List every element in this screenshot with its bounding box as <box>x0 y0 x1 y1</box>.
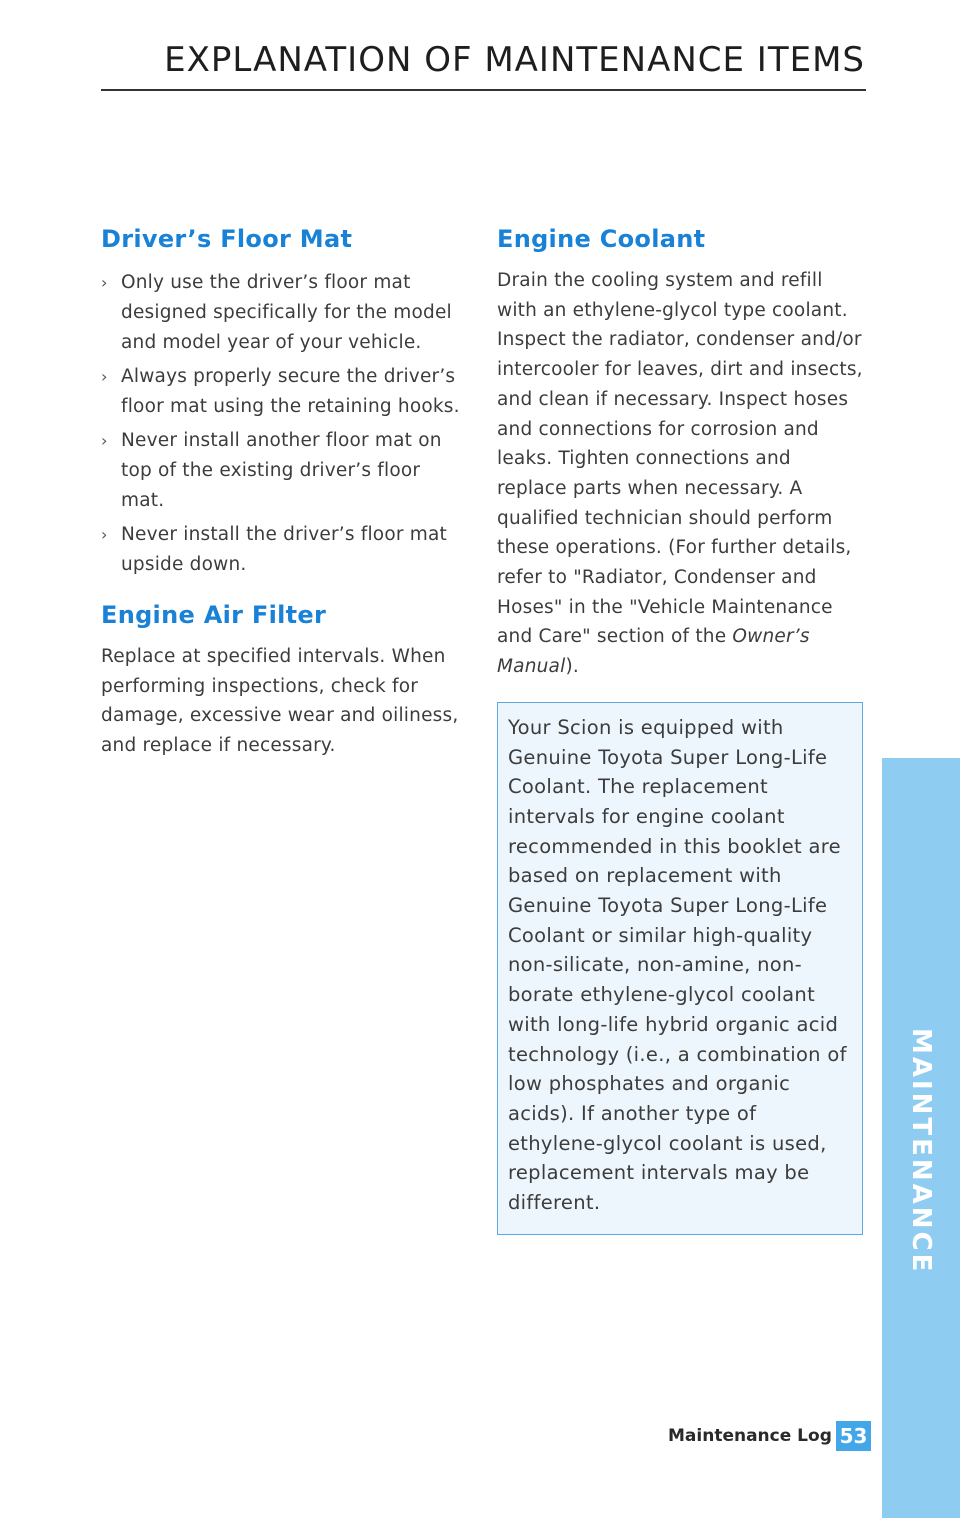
list-item-text: Only use the driver’s floor mat designed specifically for the model and model year of your vehicle. <box>121 272 452 353</box>
floor-mat-heading: Driver’s Floor Mat <box>101 225 353 253</box>
floor-mat-list <box>101 268 469 580</box>
coolant-body <box>497 266 865 682</box>
coolant-section <box>497 222 865 1235</box>
chevron-right-icon: › <box>101 431 108 450</box>
page-title: EXPLANATION OF MAINTENANCE ITEMS <box>164 40 865 80</box>
air-filter-heading: Engine Air Filter <box>101 601 327 629</box>
manual-title: Owner’s Manual <box>497 626 810 678</box>
list-item <box>101 520 469 580</box>
air-filter-body: Replace at specified intervals. When performing inspections, check for damage, excessive wear and oiliness, and replace if necessary. <box>101 646 459 757</box>
left-column <box>101 222 469 761</box>
section-tab <box>882 758 960 1518</box>
list-item <box>101 362 469 422</box>
coolant-body-end: ). <box>565 656 579 678</box>
list-item-text: Never install the driver’s floor mat upside down. <box>121 524 447 575</box>
air-filter-section <box>101 598 469 761</box>
page-number: 53 <box>836 1421 871 1451</box>
list-item <box>101 268 469 358</box>
coolant-heading: Engine Coolant <box>497 225 706 253</box>
coolant-note-box: Your Scion is equipped with Genuine Toyota Super Long-Life Coolant. The replacement intervals for engine coolant recommended in this booklet are based on replacement with Genuine Toyota Super Long-Life Coolant or similar high-quality non-silicate, non-amine, non-borate ethylene-glycol coolant with long-life hybrid organic acid technology (i.e., a combination of low phosphates and organic acids). If another type of ethylene-glycol coolant is used, replacement intervals may be different. <box>497 702 863 1235</box>
chevron-right-icon: › <box>101 273 108 292</box>
title-divider <box>101 89 866 91</box>
list-item-text: Always properly secure the driver’s floor mat using the retaining hooks. <box>121 366 460 417</box>
list-item <box>101 426 469 516</box>
chevron-right-icon: › <box>101 367 108 386</box>
section-tab-label: MAINTENANCE <box>906 1028 936 1275</box>
coolant-body-text: Drain the cooling system and refill with an ethylene-glycol type coolant. Inspect the radiator, condenser and/or intercooler for leaves, dirt and insects, and clean if necessary. Inspect hoses and connections for corrosion and leaks. Tighten connections and replace parts when necessary. A qualified technician should perform these operations. (For further details, refer to "Radiator, Condenser and Hoses" in the "Vehicle Maintenance and Care" section of the <box>497 270 863 648</box>
chevron-right-icon: › <box>101 525 108 544</box>
footer-label: Maintenance Log <box>668 1426 832 1446</box>
right-column <box>497 222 865 1235</box>
list-item-text: Never install another floor mat on top of the existing driver’s floor mat. <box>121 430 442 511</box>
floor-mat-section <box>101 222 469 580</box>
